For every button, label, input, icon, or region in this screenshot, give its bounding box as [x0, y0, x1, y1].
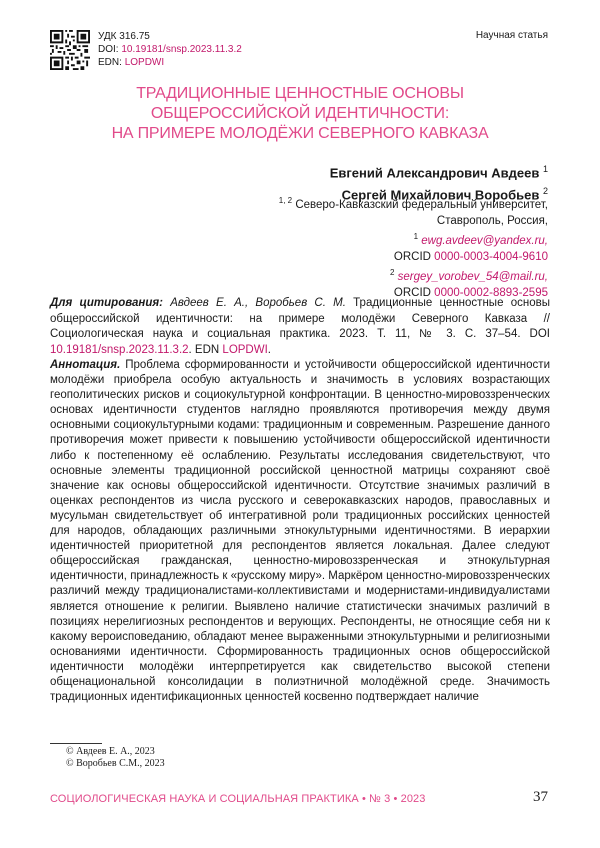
orcid-label: ORCID [393, 250, 431, 263]
title-line: ТРАДИЦИОННЫЕ ЦЕННОСТНЫЕ ОСНОВЫ [136, 85, 464, 102]
citation-block [50, 296, 550, 358]
author [330, 160, 548, 182]
orcid-line [279, 250, 548, 266]
citation-doi-link[interactable]: 10.19181/snsp.2023.11.3.2 [50, 343, 189, 356]
author-name: Евгений Александрович Авдеев [329, 165, 540, 181]
citation-authors: Авдеев Е. А., Воробьев С. М. [170, 297, 346, 309]
email-line [279, 229, 548, 250]
author-sup: 2 [542, 186, 548, 197]
edn-link[interactable]: LOPDWI [124, 57, 165, 68]
email-sup: 2 [389, 268, 395, 278]
orcid-link[interactable]: 0000-0002-8893-2595 [434, 287, 548, 299]
journal-footer: СОЦИОЛОГИЧЕСКАЯ НАУКА И СОЦИАЛЬНАЯ ПРАКТИКА • № 3 • 2023 [50, 793, 426, 805]
copyright-line: © Авдеев Е. А., 2023 [66, 746, 155, 757]
university: Северо-Кавказский федеральный университет, [295, 198, 548, 211]
affiliation-sup: 1, 2 [278, 196, 293, 205]
doi-link[interactable]: 10.19181/snsp.2023.11.3.2 [121, 44, 242, 55]
abstract-label: Аннотация. [50, 359, 121, 371]
article-metadata [98, 30, 242, 69]
footnote-divider [50, 743, 102, 744]
article-title [50, 84, 550, 144]
edn-label: EDN: [98, 57, 122, 68]
email-link[interactable]: ewg.avdeev@yandex.ru, [421, 235, 548, 248]
doi-row [98, 43, 242, 56]
copyright-notes [66, 746, 165, 770]
email-line [279, 265, 548, 286]
abstract-block [50, 358, 550, 705]
citation-end: . [267, 343, 271, 356]
article-type: Научная статья [475, 30, 548, 41]
email-sup: 1 [413, 232, 419, 242]
citation-edn-link[interactable]: LOPDWI [222, 343, 268, 356]
doi-label: DOI: [98, 44, 119, 55]
citation-label: Для цитирования: [50, 297, 163, 309]
page-number: 37 [533, 789, 548, 805]
email-link[interactable]: sergey_vorobev_54@mail.ru, [397, 271, 548, 284]
qr-code-icon [50, 30, 90, 70]
citation-text: Традиционные ценностные основы общероссийской идентичности: на примере молодёжи Северного Кавказа // Социологическая наука и социальная практика. 2023. Т. 11, № 3. С. 37–54. DOI [50, 297, 550, 340]
title-line: ОБЩЕРОССИЙСКОЙ ИДЕНТИЧНОСТИ: [150, 105, 450, 122]
edn-row [98, 56, 242, 69]
copyright-line: © Воробьев С.М., 2023 [66, 758, 165, 769]
udc-code: УДК 316.75 [98, 31, 150, 42]
abstract-text: Проблема сформированности и устойчивости общероссийской идентичности молодёжи приобрела особую актуальность и значимость в условиях возрастающих геополитических рисков и социокультурной конфронтации. В ценностно-мировоззренческих основах идентичности студентов наглядно проявляются противоречия между двумя основными социокультурными кодами: традиционным и современным. Разрешение данного противоречия может привести к повышению устойчивости общероссийской идентичности либо к постепенному её ослаблению. Результаты исследования свидетельствуют, что основные элементы традиционной российской ценностной матрицы сохраняют своё значение как основы общероссийской идентичности. Отсутствие значимых различий в оценках респондентов из числа русского и северокавказских народов, православных и мусульман свидетельствует об интегративной роли традиционных российских ценностей для народов, обладающих различными этнокультурными идентичностями. В иерархии идентичностей приоритетной для респондентов является локальная. Далее следуют общероссийская гражданская, ценностно-мировоззренческая и этнокультурная идентичности, принадлежность к «русскому миру». Маркёром ценностно-мировоззренческих различий между традиционалистами-коллективистами и модернистами-индивидуалистами является отношение к религии. Выявлено наличие статистически значимых различий в позициях нерелигиозных респондентов и верующих. Респонденты, не относящие себя ни к какому вероисповеданию, обладают менее выраженными этнокультурными и религиозными основаниями идентичности. Сформированность традиционных основ общероссийской идентичности молодёжи интерпретируется как свидетельство высокой степени общенациональной консолидации в полиэтничной молодёжной среде. Значимость традиционных идентификационных ценностей косвенно подтверждает наличие [50, 359, 550, 704]
affiliation-block [279, 193, 548, 302]
city-line: Ставрополь, Россия, [436, 214, 548, 227]
university-line [279, 193, 548, 214]
author-sup: 1 [542, 164, 548, 174]
title-line: НА ПРИМЕРЕ МОЛОДЁЖИ СЕВЕРНОГО КАВКАЗА [111, 125, 489, 142]
orcid-label: ORCID [393, 287, 431, 299]
orcid-link[interactable]: 0000-0003-4004-9610 [434, 250, 548, 263]
citation-edn-label: . EDN [188, 343, 220, 356]
author-name: Сергей Михайлович Воробьев [341, 187, 540, 203]
